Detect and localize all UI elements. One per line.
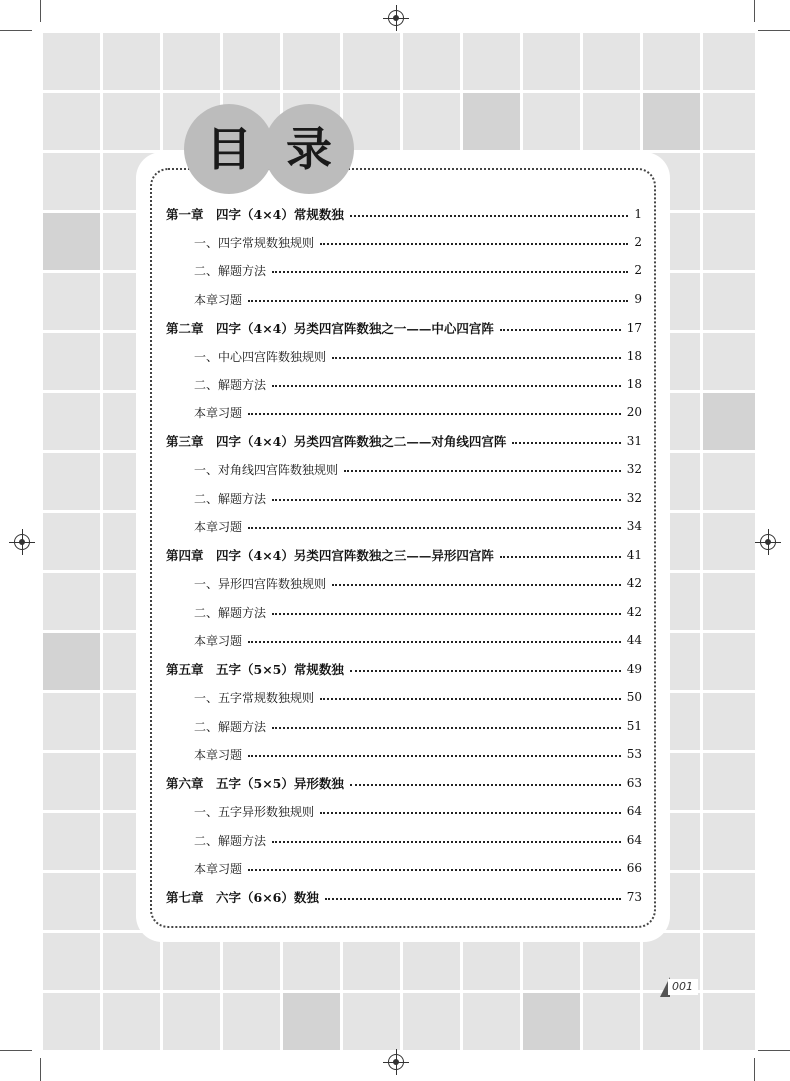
toc-entry-page: 73: [626, 890, 642, 904]
toc-section-entry[interactable]: [166, 373, 642, 395]
toc-entry-page: 51: [626, 719, 642, 733]
toc-leader-dots: [248, 413, 621, 415]
toc-entry-page: 2: [634, 263, 642, 277]
toc-entry-page: 32: [626, 462, 642, 476]
toc-section-entry[interactable]: [166, 743, 642, 765]
toc-entry-title: 二、解题方法: [194, 833, 267, 848]
toc-entry-title: 一、异形四宫阵数独规则: [194, 576, 327, 591]
toc-leader-dots: [248, 641, 621, 643]
crop-mark: [758, 30, 790, 31]
toc-leader-dots: [320, 243, 628, 245]
toc-chapter-entry[interactable]: [166, 886, 642, 908]
toc-leader-dots: [332, 584, 621, 586]
toc-leader-dots: [500, 556, 621, 558]
shaded-cell: [463, 93, 520, 150]
toc-section-entry[interactable]: [166, 857, 642, 879]
toc-entry-title: 一、四字常规数独规则: [194, 235, 315, 250]
toc-leader-dots: [500, 329, 621, 331]
toc-section-entry[interactable]: [166, 629, 642, 651]
crop-mark: [40, 0, 41, 22]
registration-mark-icon: [760, 534, 776, 550]
toc-entry-page: 1: [634, 207, 642, 221]
toc-entry-title: 二、解题方法: [194, 605, 267, 620]
toc-leader-dots: [512, 442, 620, 444]
toc-entry-title: 本章习题: [194, 292, 243, 307]
registration-mark-icon: [388, 1054, 404, 1070]
toc-entry-title: 第三章 四字（4×4）另类四宫阵数独之二——对角线四宫阵: [166, 434, 507, 449]
toc-entry-page: 2: [634, 235, 642, 249]
toc-entry-page: 18: [626, 377, 642, 391]
toc-entry-page: 9: [634, 292, 642, 306]
toc-entry-page: 34: [626, 519, 642, 533]
toc-entry-title: 一、中心四宫阵数独规则: [194, 349, 327, 364]
shaded-cell: [523, 993, 580, 1050]
toc-section-entry[interactable]: [166, 572, 642, 594]
toc-entry-title: 第二章 四字（4×4）另类四宫阵数独之一——中心四宫阵: [166, 321, 494, 336]
toc-section-entry[interactable]: [166, 715, 642, 737]
toc-section-entry[interactable]: [166, 401, 642, 423]
toc-leader-dots: [272, 385, 621, 387]
toc-entry-title: 本章习题: [194, 633, 243, 648]
toc-section-entry[interactable]: [166, 800, 642, 822]
toc-entry-page: 64: [626, 833, 642, 847]
toc-entry-page: 63: [626, 776, 642, 790]
toc-entry-page: 31: [626, 434, 642, 448]
toc-entry-page: 53: [626, 747, 642, 761]
toc-entry-title: 本章习题: [194, 405, 243, 420]
toc-leader-dots: [350, 784, 621, 786]
shaded-cell: [43, 633, 100, 690]
toc-leader-dots: [248, 527, 621, 529]
toc-entry-page: 42: [626, 605, 642, 619]
toc-entry-title: 本章习题: [194, 747, 243, 762]
toc-entry-title: 一、五字异形数独规则: [194, 804, 315, 819]
toc-leader-dots: [320, 698, 621, 700]
toc-entry-title: 一、五字常规数独规则: [194, 690, 315, 705]
page-number: 001: [672, 980, 693, 993]
toc-leader-dots: [272, 271, 628, 273]
crop-mark: [754, 1058, 755, 1081]
toc-entry-title: 第四章 四字（4×4）另类四宫阵数独之三——异形四宫阵: [166, 548, 494, 563]
crop-mark: [0, 1050, 32, 1051]
toc-section-entry[interactable]: [166, 829, 642, 851]
toc-entry-page: 50: [626, 690, 642, 704]
toc-section-entry[interactable]: [166, 686, 642, 708]
toc-leader-dots: [325, 898, 621, 900]
toc-section-entry[interactable]: [166, 601, 642, 623]
toc-entry-page: 17: [626, 321, 642, 335]
registration-mark-icon: [388, 10, 404, 26]
toc-leader-dots: [272, 841, 621, 843]
registration-mark-icon: [14, 534, 30, 550]
toc-entry-title: 二、解题方法: [194, 491, 267, 506]
toc-entry-title: 二、解题方法: [194, 377, 267, 392]
toc-entry-title: 二、解题方法: [194, 263, 267, 278]
toc-chapter-entry[interactable]: [166, 203, 642, 225]
toc-leader-dots: [248, 755, 621, 757]
toc-leader-dots: [350, 670, 621, 672]
toc-section-entry[interactable]: [166, 259, 642, 281]
toc-section-entry[interactable]: [166, 458, 642, 480]
toc-entry-page: 49: [626, 662, 642, 676]
toc-chapter-entry[interactable]: [166, 430, 642, 452]
toc-section-entry[interactable]: [166, 487, 642, 509]
toc-entry-title: 一、对角线四宫阵数独规则: [194, 462, 339, 477]
toc-entry-title: 第七章 六字（6×6）数独: [166, 890, 319, 905]
toc-chapter-entry[interactable]: [166, 772, 642, 794]
toc-entry-title: 本章习题: [194, 519, 243, 534]
shaded-cell: [43, 213, 100, 270]
title-char-2: 录: [286, 122, 332, 176]
title-char-1: 目: [206, 122, 252, 176]
toc-leader-dots: [350, 215, 628, 217]
toc-leader-dots: [320, 812, 621, 814]
toc-leader-dots: [272, 613, 621, 615]
toc-entry-page: 66: [626, 861, 642, 875]
toc-entry-title: 本章习题: [194, 861, 243, 876]
toc-leader-dots: [272, 727, 621, 729]
toc-entry-title: 二、解题方法: [194, 719, 267, 734]
toc-leader-dots: [248, 300, 628, 302]
toc-section-entry[interactable]: [166, 345, 642, 367]
toc-entry-title: 第一章 四字（4×4）常规数独: [166, 207, 344, 222]
toc-entry-page: 42: [626, 576, 642, 590]
toc-section-entry[interactable]: [166, 288, 642, 310]
toc-section-entry[interactable]: [166, 231, 642, 253]
toc-chapter-entry[interactable]: [166, 658, 642, 680]
toc-leader-dots: [344, 470, 621, 472]
toc-chapter-entry[interactable]: [166, 317, 642, 339]
crop-mark: [754, 0, 755, 22]
toc-section-entry[interactable]: [166, 515, 642, 537]
toc-leader-dots: [248, 869, 621, 871]
crop-mark: [758, 1050, 790, 1051]
shaded-cell: [643, 93, 700, 150]
toc-entry-page: 32: [626, 491, 642, 505]
crop-mark: [0, 30, 32, 31]
shaded-cell: [283, 993, 340, 1050]
toc-entry-title: 第五章 五字（5×5）常规数独: [166, 662, 344, 677]
shaded-cell: [703, 393, 755, 450]
toc-leader-dots: [272, 499, 621, 501]
toc-entry-page: 64: [626, 804, 642, 818]
toc-entry-page: 18: [626, 349, 642, 363]
crop-mark: [40, 1058, 41, 1081]
page-number-badge: [660, 975, 698, 997]
toc-leader-dots: [332, 357, 621, 359]
toc-entry-page: 41: [626, 548, 642, 562]
toc-chapter-entry[interactable]: [166, 544, 642, 566]
toc-entry-title: 第六章 五字（5×5）异形数独: [166, 776, 344, 791]
toc-entry-page: 20: [626, 405, 642, 419]
toc-entry-page: 44: [626, 633, 642, 647]
